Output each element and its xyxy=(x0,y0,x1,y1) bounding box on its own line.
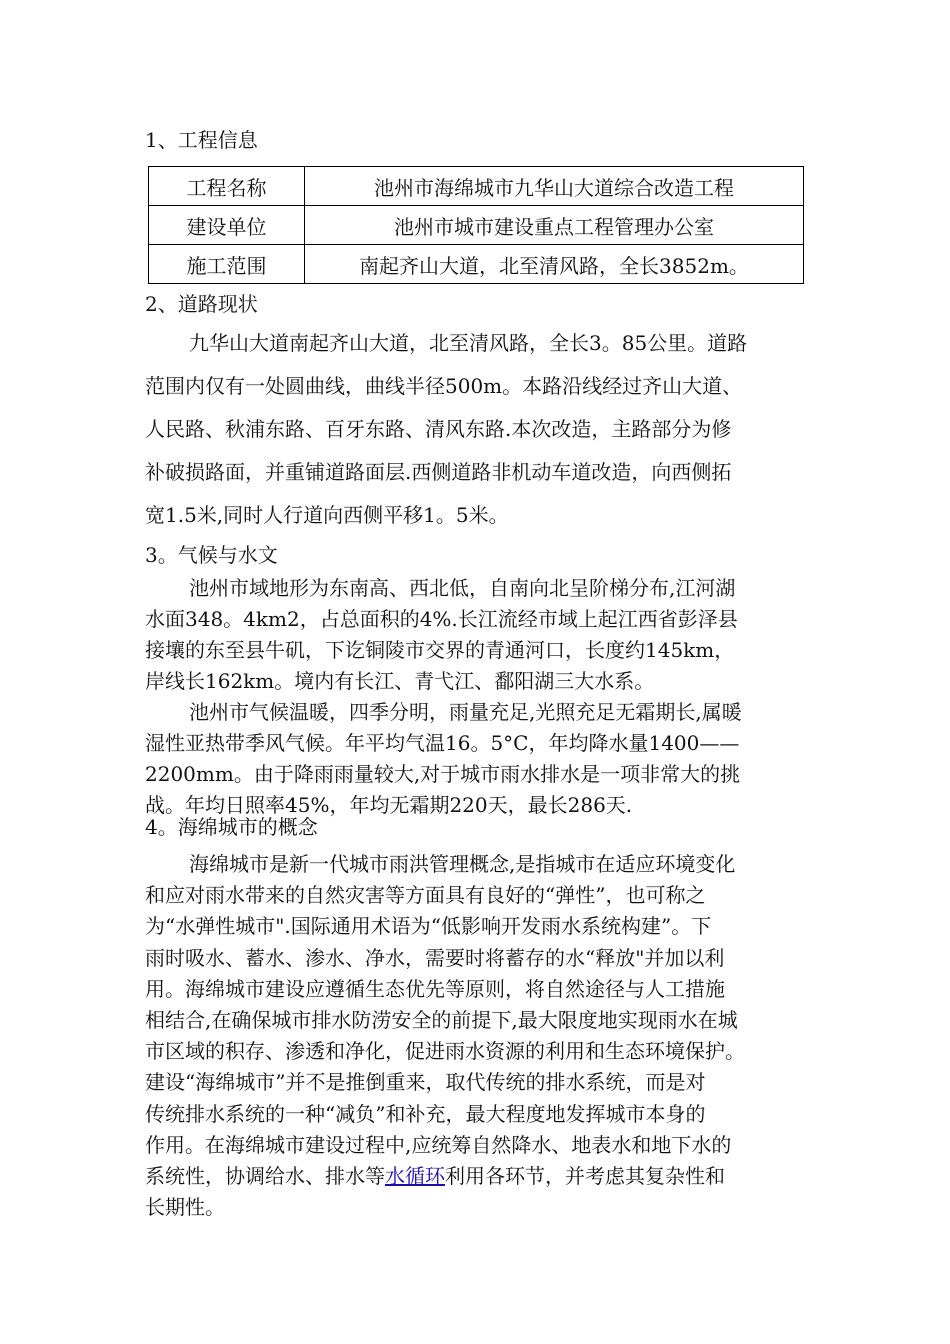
text-line: 2200mm。由于降雨雨量较大,对于城市雨水排水是一项非常大的挑 xyxy=(145,762,741,786)
text-line: 市区域的积存、渗透和净化，促进雨水资源的利用和生态环境保护。 xyxy=(145,1039,745,1064)
text-line: 海绵城市是新一代城市雨洪管理概念,是指城市在适应环境变化 xyxy=(189,852,736,876)
text-line: 补破损路面，并重铺道路面层.西侧道路非机动车道改造，向西侧拓 xyxy=(145,460,732,484)
text-line: 九华山大道南起齐山大道，北至清风路，全长3。85公里。道路 xyxy=(189,331,748,355)
sponge-city-paragraph xyxy=(145,849,807,1223)
table-row xyxy=(149,206,804,245)
table-cell-label: 工程名称 xyxy=(149,167,305,206)
text-line: 池州市域地形为东南高、西北低，自南向北呈阶梯分布,江河湖 xyxy=(189,576,736,600)
road-status-paragraph xyxy=(145,322,807,537)
section-heading-road-status: 2、道路现状 xyxy=(145,292,258,316)
text-line: 长期性。 xyxy=(145,1195,225,1220)
text-span: 系统性，协调给水、排水等 xyxy=(145,1164,385,1189)
text-line: 水面348。4km2，占总面积的4%.长江流经市域上起江西省彭泽县 xyxy=(145,607,738,631)
text-span: 利用各环节，并考虑其复杂性和 xyxy=(445,1164,725,1189)
text-line: 湿性亚热带季风气候。年平均气温16。5°C，年均降水量1400—— xyxy=(145,731,740,755)
text-line: 岸线长162km。境内有长江、青弋江、鄱阳湖三大水系。 xyxy=(145,669,655,693)
table-cell-value: 池州市城市建设重点工程管理办公室 xyxy=(305,206,804,245)
text-line: 用。海绵城市建设应遵循生态优先等原则，将自然途径与人工措施 xyxy=(145,976,725,1001)
text-line: 接壤的东至县牛矶，下讫铜陵市交界的青通河口，长度约145km， xyxy=(145,638,735,662)
text-line: 相结合,在确保城市排水防涝安全的前提下,最大限度地实现雨水在城 xyxy=(145,1008,738,1033)
table-cell-label: 施工范围 xyxy=(149,245,305,284)
text-line: 为“水弹性城市".国际通用术语为“低影响开发雨水系统构建”。下 xyxy=(145,914,712,939)
table-row xyxy=(149,245,804,284)
section-heading-sponge-city: 4。海绵城市的概念 xyxy=(145,815,318,839)
text-line: 作用。在海绵城市建设过程中,应统筹自然降水、地表水和地下水的 xyxy=(145,1132,732,1157)
section-heading-climate: 3。气候与水文 xyxy=(145,543,278,567)
table-cell-value: 池州市海绵城市九华山大道综合改造工程 xyxy=(305,167,804,206)
text-line: 建设“海绵城市”并不是推倒重来，取代传统的排水系统，而是对 xyxy=(145,1070,706,1095)
text-line: 和应对雨水带来的自然灾害等方面具有良好的“弹性”，也可称之 xyxy=(145,883,706,908)
water-cycle-link[interactable]: 水循环 xyxy=(385,1164,445,1189)
text-line: 宽1.5米,同时人行道向西侧平移1。5米。 xyxy=(145,503,509,527)
climate-paragraph-weather xyxy=(145,697,807,821)
climate-paragraph-terrain xyxy=(145,573,807,697)
text-line xyxy=(145,1161,807,1192)
text-line: 人民路、秋浦东路、百牙东路、清风东路.本次改造，主路部分为修 xyxy=(145,417,732,441)
text-line: 池州市气候温暖，四季分明，雨量充足,光照充足无霜期长,属暖 xyxy=(189,700,742,724)
table-row xyxy=(149,167,804,206)
text-line: 战。年均日照率45%，年均无霜期220天，最长286天. xyxy=(145,793,633,817)
project-info-table xyxy=(148,166,804,284)
table-cell-label: 建设单位 xyxy=(149,206,305,245)
text-line: 雨时吸水、蓄水、渗水、净水，需要时将蓄存的水“释放"并加以利 xyxy=(145,945,725,970)
text-line: 范围内仅有一处圆曲线，曲线半径500m。本路沿线经过齐山大道、 xyxy=(145,374,743,398)
section-heading-project-info: 1、工程信息 xyxy=(145,128,258,152)
table-cell-value: 南起齐山大道，北至清风路，全长3852m。 xyxy=(305,245,804,284)
text-line: 传统排水系统的一种“减负”和补充，最大程度地发挥城市本身的 xyxy=(145,1101,706,1126)
